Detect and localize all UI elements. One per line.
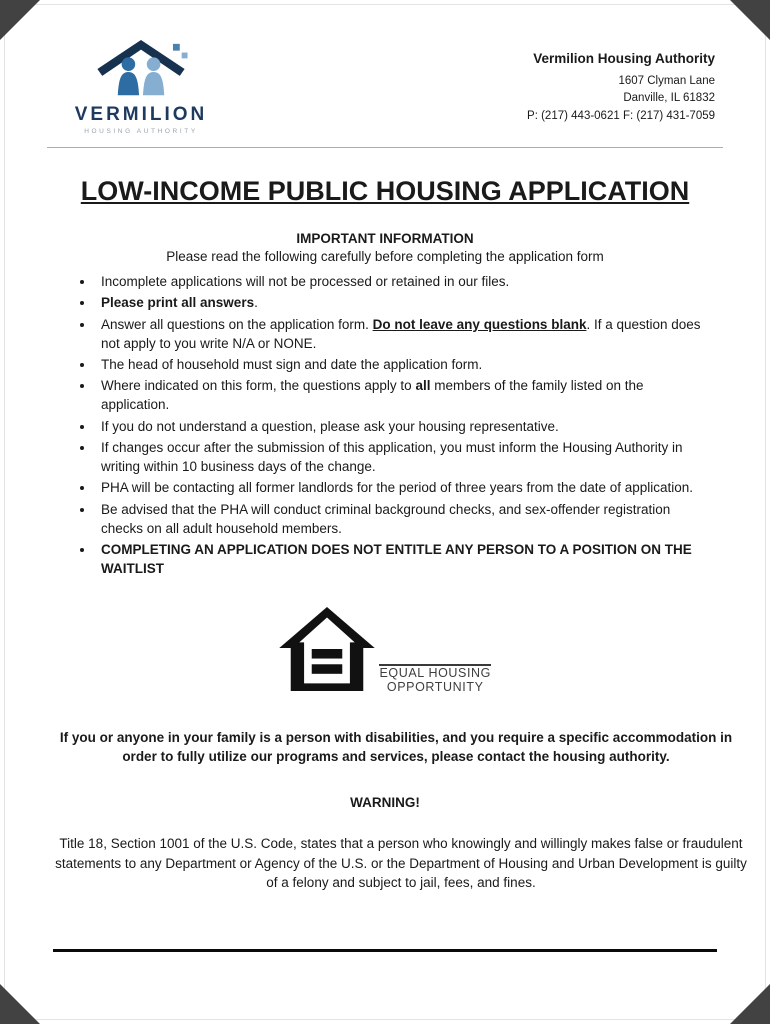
equal-housing-caption-line1: EQUAL HOUSING [379,666,491,681]
bullet-item: • If you do not understand a question, please ask your housing representative. [95,418,715,437]
logo-tagline: HOUSING AUTHORITY [84,128,198,135]
header-divider [47,147,723,148]
document-header [55,39,715,135]
bullet-item: • Where indicated on this form, the questions apply to all members of the family listed on the application. [95,377,715,415]
bullet-item: • Incomplete applications will not be processed or retained in our files. [95,273,715,292]
page-title: LOW-INCOME PUBLIC HOUSING APPLICATION [80,176,690,206]
bullet-item: • COMPLETING AN APPLICATION DOES NOT ENTITLE ANY PERSON TO A POSITION ON THE WAITLIST [95,541,715,579]
equal-housing-caption [379,664,491,695]
page-corner-fold [730,0,770,40]
vermilion-logo-icon [61,39,221,101]
bullet-item: • The head of household must sign and date the application form. [95,356,715,375]
phone-fax-line: P: (217) 443-0621 F: (217) 431-7059 [527,109,715,122]
org-name: Vermilion Housing Authority [533,51,715,66]
important-information-subheading: Please read the following carefully before completing the application form [166,249,604,264]
important-information-heading: IMPORTANT INFORMATION [296,231,474,246]
equal-housing-icon [279,678,379,695]
bullet-item: • Answer all questions on the application form. Do not leave any questions blank. If a question does not apply to you write N/A or NONE. [95,316,715,354]
bullet-item: • PHA will be contacting all former landlords for the period of three years from the date of application. [95,479,715,498]
bullet-item: • Please print all answers. [95,294,715,313]
equal-housing-opportunity [55,607,715,696]
org-info [527,39,715,125]
address-line-1: 1607 Clyman Lane [618,75,715,87]
equal-housing-caption-line2: OPPORTUNITY [386,679,484,694]
warning-body: Title 18, Section 1001 of the U.S. Code, states that a person who knowingly and willingly makes false or fraudulent statements to any Department or Agency of the U.S. or the Department of Housing and Urban Development is guilty of a felony and subject to jail, fees, and fines. [55,835,747,891]
vermilion-logo [61,39,221,135]
bullet-item: • If changes occur after the submission of this application, you must inform the Housing Authority in writing within 10 business days of the change. [95,439,715,477]
document-page [4,4,766,1020]
warning-heading: WARNING! [350,794,420,810]
disability-accommodation-notice: If you or anyone in your family is a person with disabilities, and you require a specific accommodation in order to fully utilize our programs and services, please contact the housing authority. [59,729,733,765]
bottom-rule [53,949,717,952]
page-corner-fold [0,0,40,40]
bullet-item: • Be advised that the PHA will conduct criminal background checks, and sex-offender registration checks on all adult household members. [95,501,715,539]
page-corner-fold [0,984,40,1024]
bullet-list [55,273,715,579]
page-corner-fold [730,984,770,1024]
address-line-2: Danville, IL 61832 [623,92,715,105]
logo-wordmark: VERMILION [74,104,208,125]
